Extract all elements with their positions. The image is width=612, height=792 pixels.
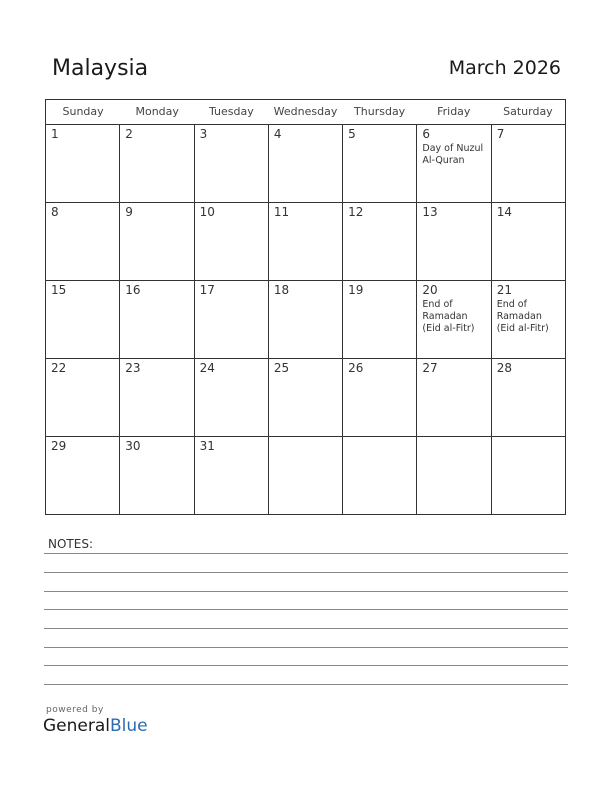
day-number: 23: [125, 361, 141, 375]
day-cell: [120, 437, 194, 514]
day-number: 20: [422, 283, 438, 297]
holiday-label: End of Ramadan (Eid al-Fitr): [422, 299, 475, 334]
day-cell: [195, 125, 269, 202]
weekday-header: Friday: [437, 105, 471, 118]
day-cell: [417, 437, 491, 514]
day-cell: [46, 437, 120, 514]
day-number: 11: [273, 205, 290, 219]
weekday-header: Sunday: [62, 105, 104, 118]
day-cell: [343, 437, 417, 514]
notes-label: NOTES:: [48, 537, 93, 551]
day-cell: [46, 203, 120, 280]
day-cell: [417, 203, 491, 280]
day-cell: [343, 281, 417, 358]
note-line: [44, 572, 568, 573]
day-number: 21: [496, 283, 512, 297]
day-cell: [269, 125, 343, 202]
day-cell: [492, 281, 565, 358]
brand-general-text: General: [43, 716, 110, 736]
day-number: 12: [348, 205, 364, 219]
day-number: 1: [51, 127, 59, 141]
note-line: [44, 553, 568, 554]
generalblue-logo: [43, 716, 148, 736]
day-number: 17: [199, 283, 215, 297]
day-number: 16: [125, 283, 141, 297]
holiday-label: End of Ramadan (Eid al-Fitr): [496, 299, 549, 334]
day-cell: [195, 281, 269, 358]
week-row: [46, 359, 565, 437]
weekday-header: Thursday: [354, 105, 406, 118]
country-title: Malaysia: [52, 56, 149, 81]
day-cell: [120, 203, 194, 280]
day-number: 25: [273, 361, 290, 375]
day-cell: [46, 125, 120, 202]
day-cell: [492, 359, 565, 436]
note-line: [44, 628, 568, 629]
day-cell: [120, 125, 194, 202]
weekday-header: Saturday: [503, 105, 553, 118]
calendar-grid: [45, 99, 566, 515]
day-number: 8: [51, 205, 59, 219]
day-number: 9: [125, 205, 133, 219]
week-row: [46, 281, 565, 359]
day-cell: [269, 281, 343, 358]
day-cell: [343, 359, 417, 436]
brand-blue-text: Blue: [110, 716, 148, 736]
day-cell: [269, 437, 343, 514]
day-cell: [417, 359, 491, 436]
day-cell: [120, 359, 194, 436]
day-number: 18: [273, 283, 290, 297]
day-cell: [492, 203, 565, 280]
weekday-header: Tuesday: [208, 105, 254, 118]
day-number: 19: [348, 283, 364, 297]
day-cell: [269, 203, 343, 280]
day-number: 2: [125, 127, 133, 141]
day-number: 22: [51, 361, 67, 375]
day-cell: [343, 203, 417, 280]
week-row: [46, 437, 565, 514]
day-number: 3: [199, 127, 208, 141]
week-row: [46, 125, 565, 203]
note-line: [44, 647, 568, 648]
day-number: 10: [199, 205, 215, 219]
day-cell: [46, 281, 120, 358]
note-line: [44, 591, 568, 592]
day-cell: [343, 125, 417, 202]
day-cell: [195, 359, 269, 436]
day-cell: [195, 437, 269, 514]
note-line: [44, 665, 568, 666]
day-cell: [269, 359, 343, 436]
day-cell: [417, 125, 491, 202]
day-cell: [492, 437, 565, 514]
weekday-header-row: [46, 100, 565, 125]
weeks-container: [46, 125, 565, 514]
day-number: 15: [51, 283, 67, 297]
day-number: 4: [273, 127, 282, 141]
day-number: 7: [496, 127, 505, 141]
note-line: [44, 684, 568, 685]
day-cell: [120, 281, 194, 358]
day-number: 29: [51, 439, 67, 453]
day-cell: [417, 281, 491, 358]
day-number: 30: [125, 439, 141, 453]
day-number: 14: [496, 205, 512, 219]
day-number: 24: [199, 361, 215, 375]
day-number: 6: [422, 127, 431, 141]
day-number: 26: [348, 361, 364, 375]
day-number: 13: [422, 205, 438, 219]
weekday-header: Wednesday: [273, 105, 338, 118]
week-row: [46, 203, 565, 281]
weekday-header: Monday: [135, 105, 179, 118]
day-cell: [46, 359, 120, 436]
day-cell: [492, 125, 565, 202]
month-year-title: March 2026: [448, 57, 561, 79]
day-number: 5: [348, 127, 356, 141]
holiday-label: Day of Nuzul Al-Quran: [422, 143, 484, 166]
day-number: 31: [199, 439, 215, 453]
day-number: 28: [496, 361, 512, 375]
day-number: 27: [422, 361, 438, 375]
powered-by-text: powered by: [46, 705, 104, 715]
note-line: [44, 609, 568, 610]
day-cell: [195, 203, 269, 280]
